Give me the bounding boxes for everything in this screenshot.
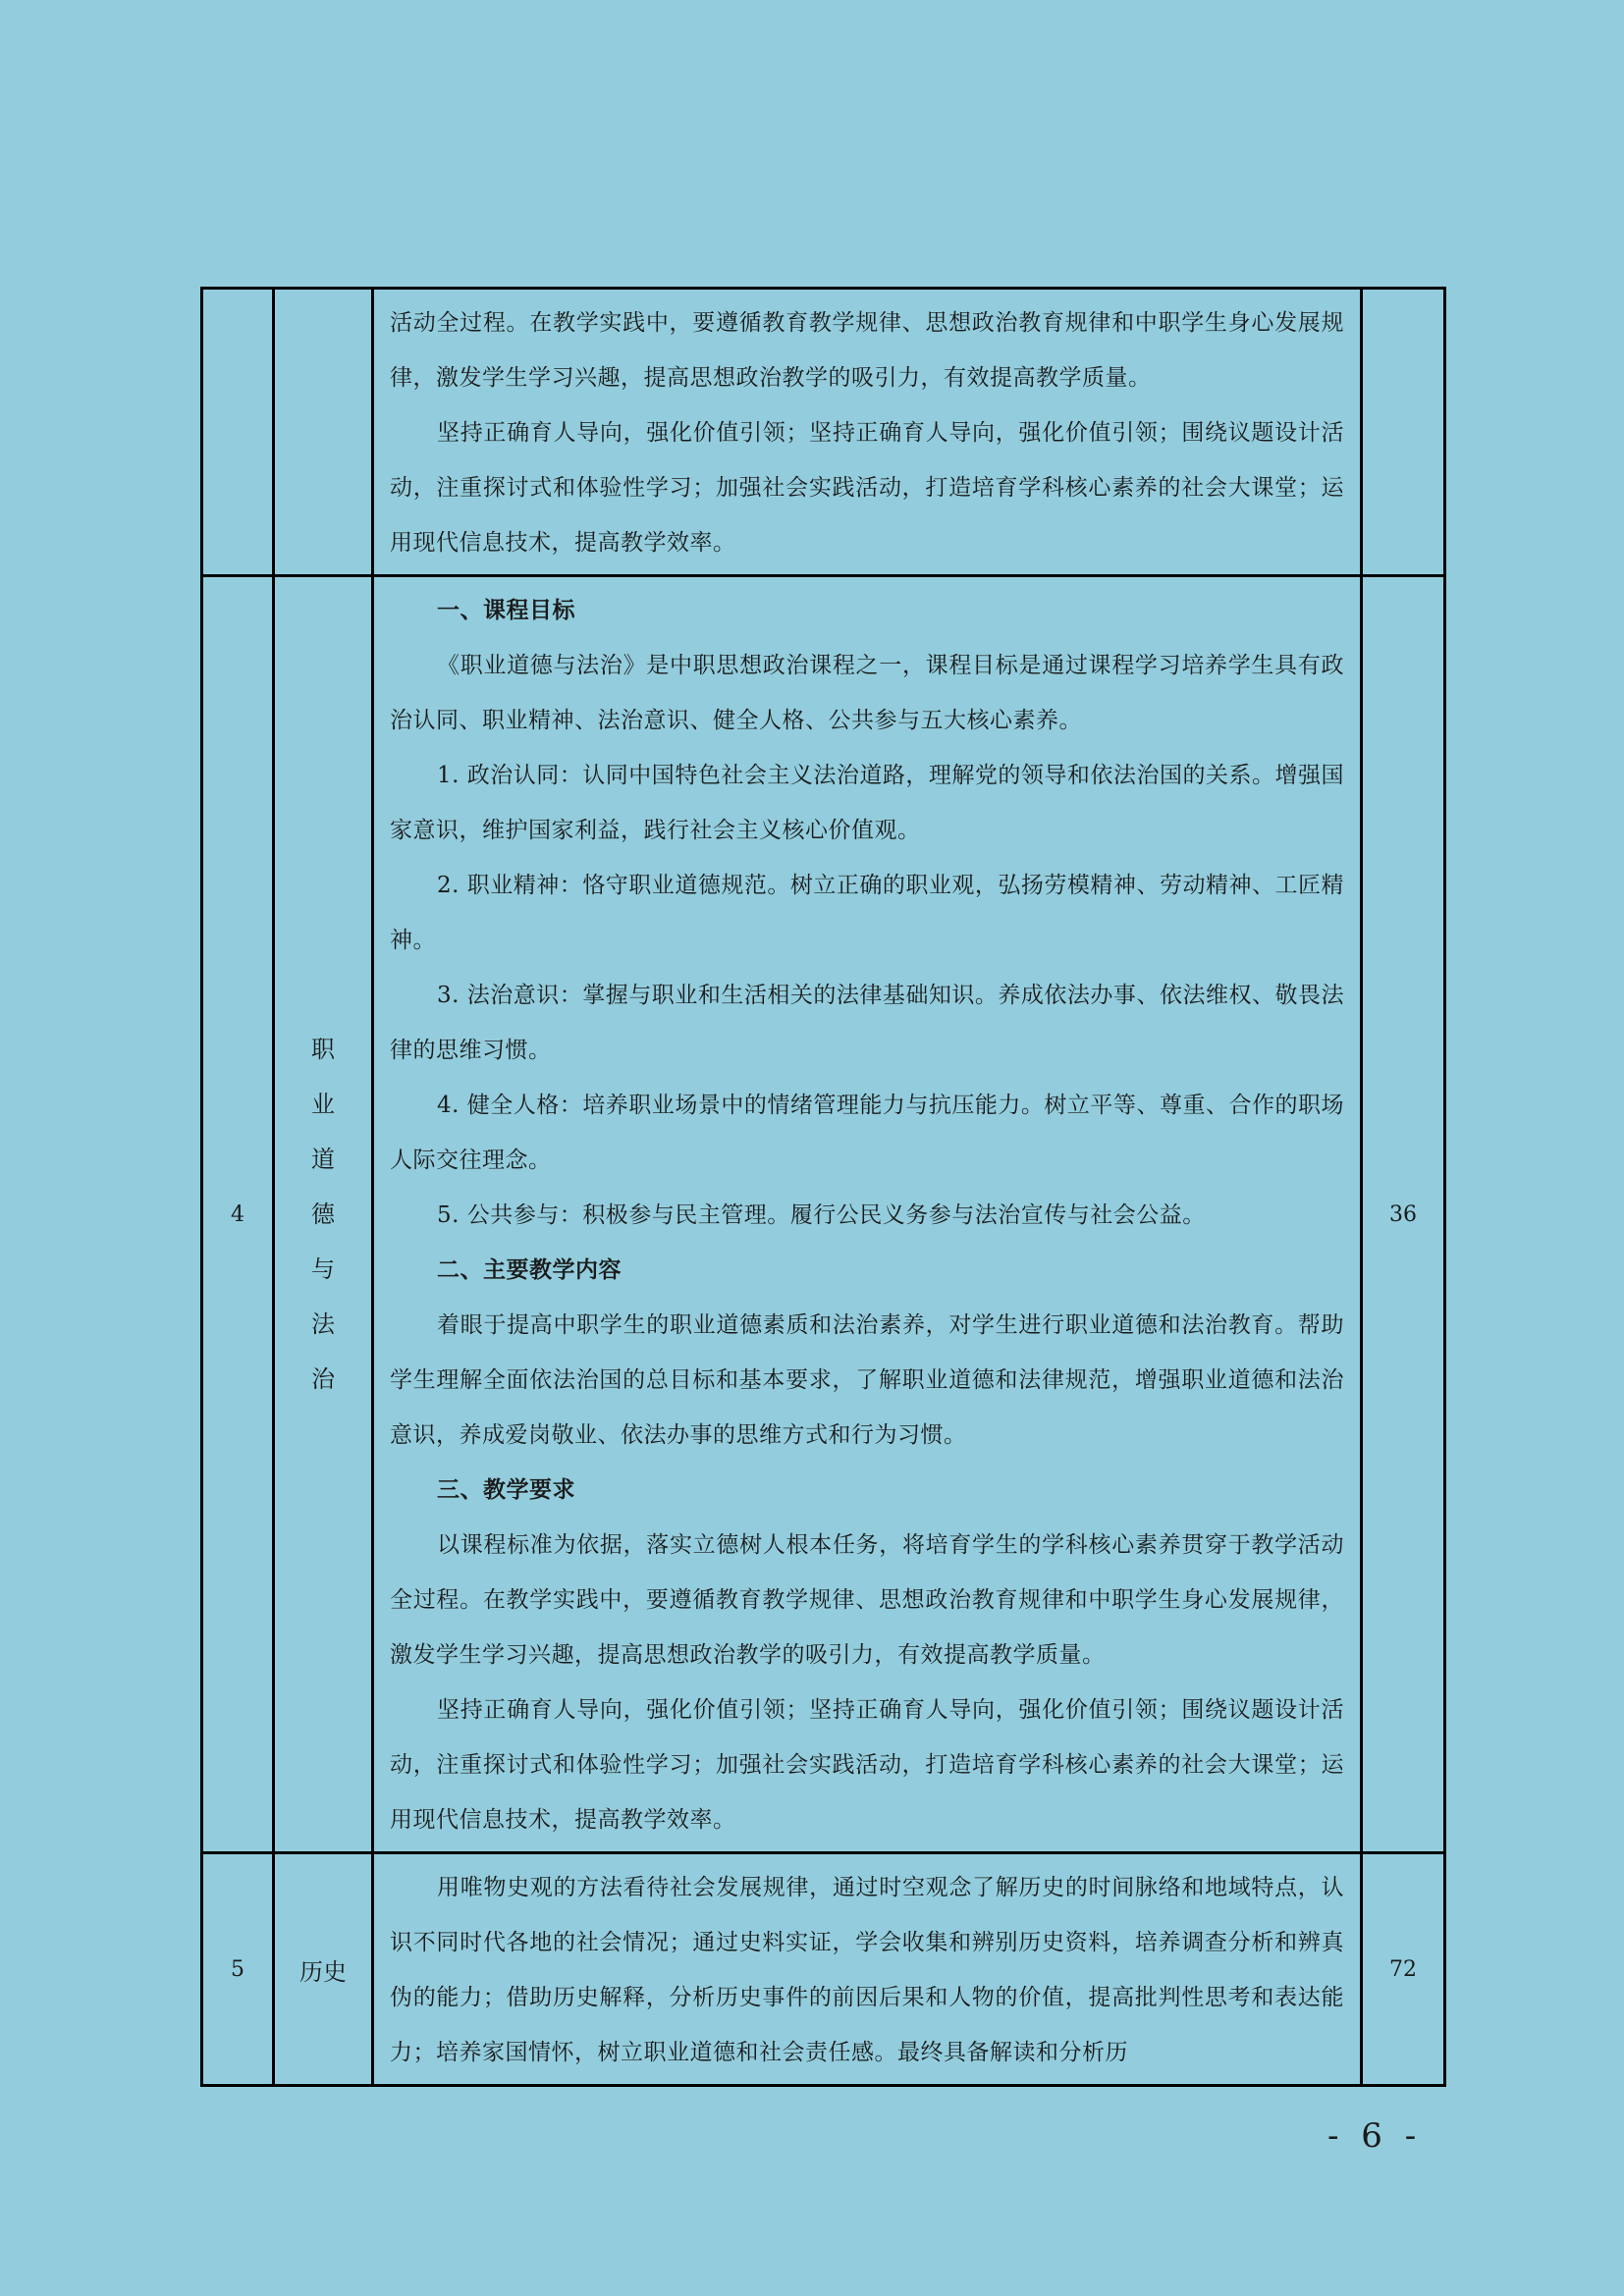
subject-cell xyxy=(274,576,373,1853)
content-paragraph: 活动全过程。在教学实践中，要遵循教育教学规律、思想政治教育规律和中职学生身心发展规律，激发学生学习兴趣，提高思想政治教学的吸引力，有效提高教学质量。 xyxy=(390,310,1344,391)
subject-name: 职业道德与法治 xyxy=(311,1036,335,1393)
content-paragraph: 1. 政治认同：认同中国特色社会主义法治道路，理解党的领导和依法治国的关系。增强国家意识，维护国家利益，践行社会主义核心价值观。 xyxy=(390,763,1344,843)
content-paragraph: 用唯物史观的方法看待社会发展规律，通过时空观念了解历史的时间脉络和地域特点，认识不同时代各地的社会情况；通过史料实证，学会收集和辨别历史资料，培养调查分析和辨真伪的能力；借助历史解释，分析历史事件的前因后果和人物的价值，提高批判性思考和表达能力；培养家国情怀，树立职业道德和社会责任感。最终具备解读和分析历 xyxy=(390,1875,1344,2065)
content-paragraph: 着眼于提高中职学生的职业道德素质和法治素养，对学生进行职业道德和法治教育。帮助学生理解全面依法治国的总目标和基本要求，了解职业道德和法律规范，增强职业道德和法治意识，养成爱岗敬业、依法办事的思维方式和行为习惯。 xyxy=(390,1312,1344,1448)
table-row xyxy=(202,289,1445,576)
content-paragraph: 5. 公共参与：积极参与民主管理。履行公民义务参与法治宣传与社会公益。 xyxy=(437,1202,1206,1228)
content-paragraph: 4. 健全人格：培养职业场景中的情绪管理能力与抗压能力。树立平等、尊重、合作的职场人际交往理念。 xyxy=(390,1093,1344,1173)
table-row xyxy=(202,576,1445,1853)
content-cell xyxy=(373,1853,1362,2086)
page-number: - 6 - xyxy=(1327,2116,1423,2156)
content-paragraph: 以课程标准为依据，落实立德树人根本任务，将培育学生的学科核心素养贯穿于教学活动全过程。在教学实践中，要遵循教育教学规律、思想政治教育规律和中职学生身心发展规律，激发学生学习兴趣，提高思想政治教学的吸引力，有效提高教学质量。 xyxy=(390,1532,1344,1668)
row-index-cell: 5 xyxy=(202,1853,274,2086)
content-cell xyxy=(373,576,1362,1853)
section-heading: 三、教学要求 xyxy=(437,1476,575,1503)
course-table xyxy=(200,287,1446,2087)
section-heading: 一、课程目标 xyxy=(437,597,575,623)
table-row xyxy=(202,1853,1445,2086)
hours-cell xyxy=(1362,289,1445,576)
hours-cell: 36 xyxy=(1362,576,1445,1853)
subject-cell xyxy=(274,289,373,576)
section-heading: 二、主要教学内容 xyxy=(437,1256,622,1283)
content-paragraph: 3. 法治意识：掌握与职业和生活相关的法律基础知识。养成依法办事、依法维权、敬畏法律的思维习惯。 xyxy=(390,983,1344,1063)
subject-cell: 历史 xyxy=(274,1853,373,2086)
content-paragraph: 《职业道德与法治》是中职思想政治课程之一，课程目标是通过课程学习培养学生具有政治认同、职业精神、法治意识、健全人格、公共参与五大核心素养。 xyxy=(390,653,1344,733)
content-paragraph: 坚持正确育人导向，强化价值引领；坚持正确育人导向，强化价值引领；围绕议题设计活动，注重探讨式和体验性学习；加强社会实践活动，打造培育学科核心素养的社会大课堂；运用现代信息技术，提高教学效率。 xyxy=(390,1697,1344,1833)
hours-cell: 72 xyxy=(1362,1853,1445,2086)
content-cell xyxy=(373,289,1362,576)
row-index-cell xyxy=(202,289,274,576)
content-paragraph: 2. 职业精神：恪守职业道德规范。树立正确的职业观，弘扬劳模精神、劳动精神、工匠精神。 xyxy=(390,873,1344,953)
row-index-cell: 4 xyxy=(202,576,274,1853)
content-paragraph: 坚持正确育人导向，强化价值引领；坚持正确育人导向，强化价值引领；围绕议题设计活动，注重探讨式和体验性学习；加强社会实践活动，打造培育学科核心素养的社会大课堂；运用现代信息技术，提高教学效率。 xyxy=(390,420,1344,556)
